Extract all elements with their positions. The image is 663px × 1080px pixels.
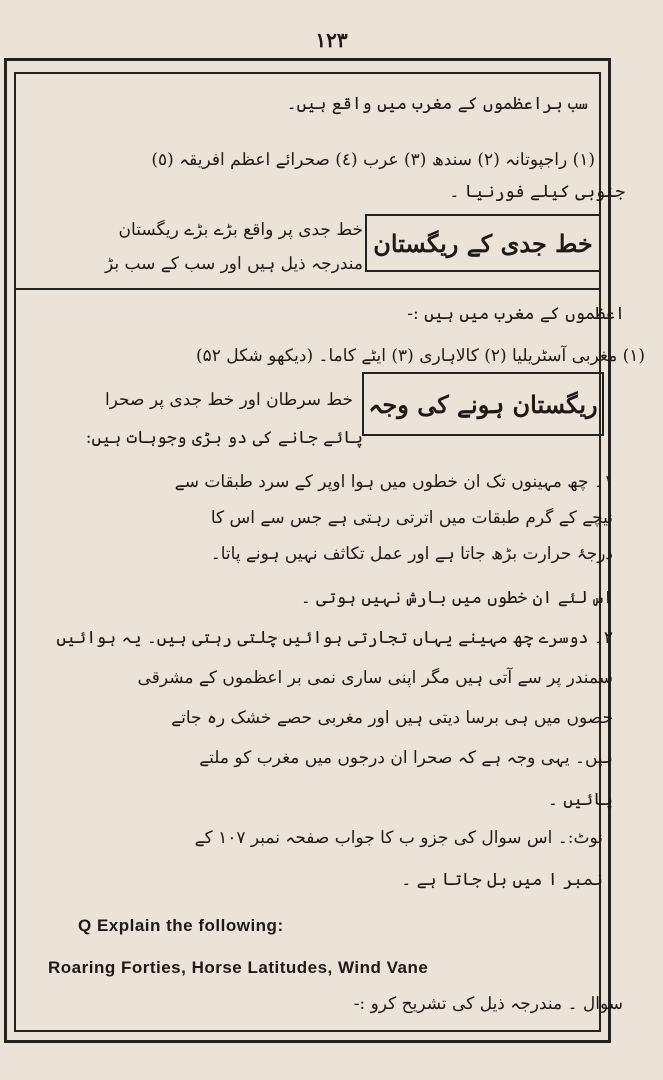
text-line: درجۂ حرارت بڑھ جاتا ہے اور عمل تکاثف نہیں ہونے پاتا۔	[210, 544, 613, 564]
question-line: سوال ۔ مندرجہ ذیل کی تشریح کرو :-	[353, 994, 623, 1014]
heading-desert-tropic: خط جدی کے ریگستان	[365, 214, 601, 272]
text-line: حصوں میں ہی برسا دیتی ہیں اور مغربی حصے خشک رہ جاتے	[171, 708, 613, 728]
text-line: سمندر پر سے آتی ہیں مگر اپنی ساری نمی بر اعظموں کے مشرقی	[137, 668, 613, 688]
note-line: نمبر ا میں بل جاتا ہے ۔	[401, 870, 603, 890]
text-line: (١) راجپوتانہ (٢) سندھ (٣) عرب (٤) صحرائے اعظم افریقہ (٥)	[151, 150, 595, 170]
text-line: اعظموں کے مغرب میں ہیں :-	[407, 304, 625, 324]
text-line: سب براعظموں کے مغرب میں واقع ہیں۔	[286, 94, 588, 114]
english-question: Q Explain the following:	[78, 916, 284, 935]
page-number: ١٢٣	[315, 28, 348, 52]
note-line: نوٹ:۔ اس سوال کی جزو ب کا جواب صفحہ نمبر ١٠٧ کے	[194, 828, 603, 848]
divider	[14, 288, 601, 290]
text-line: پائے جانے کی دو بڑی وجوہات ہیں:	[85, 428, 363, 448]
heading-desert-reason: ریگستان ہونے کی وجہ	[362, 372, 604, 436]
text-line: پائیں ۔	[547, 790, 613, 810]
text-line: ١۔ چھ مہینوں تک ان خطوں میں ہوا اوپر کے سرد طبقات سے	[174, 472, 613, 492]
text-line: خط سرطان اور خط جدی پر صحرا	[104, 390, 353, 410]
text-line: (١) مغربی آسٹریلیا (٢) کالاہاری (٣) ایٹے کاما۔ (دیکھو شکل ۵۲)	[195, 346, 645, 366]
text-line: مندرجہ ذیل ہیں اور سب کے سب بڑ	[104, 254, 363, 274]
text-line: نیچے کے گرم طبقات میں اترتی رہتی ہے جس سے اس کا	[210, 508, 613, 528]
text-line: اس لئے ان خطوں میں بارش نہیں ہوتی ۔	[300, 588, 613, 608]
text-line: ٢۔ دوسرے چھ مہینے یہاں تجارتی ہوائیں چلتی رہتی ہیں۔ یہ ہوائیں	[56, 628, 613, 648]
text-line: ہیں۔ یہی وجہ ہے کہ صحرا ان درجوں میں مغرب کو ملتے	[199, 748, 613, 768]
english-terms: Roaring Forties, Horse Latitudes, Wind Vane	[48, 958, 429, 977]
text-line: خط جدی پر واقع بڑے بڑے ریگستان	[118, 220, 363, 240]
text-line: جنوبی کیلے فورنیا ۔	[449, 182, 625, 202]
